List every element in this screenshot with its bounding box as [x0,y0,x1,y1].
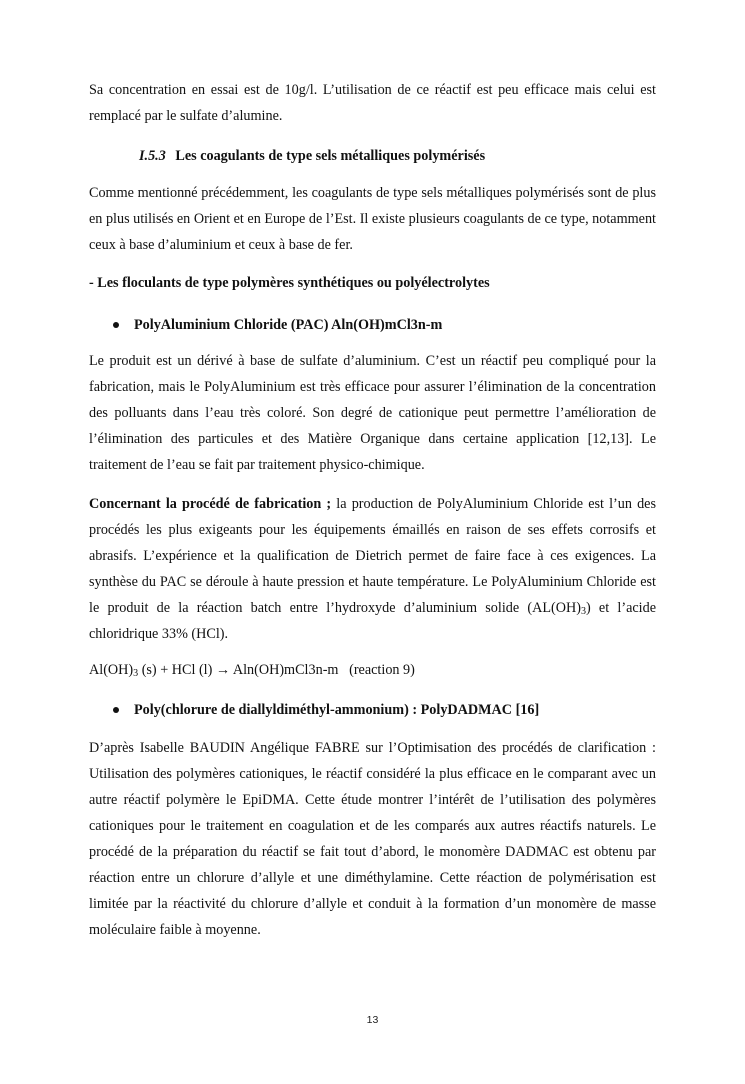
paragraph-coagulants-intro: Comme mentionné précédemment, les coagulants de type sels métalliques polymérisés sont de plus en plus utilisés en Orient et en Europe de l’Est. Il existe plusieurs coagulants de ce type, notamment ceux à base d’aluminium et ceux à base de fer. [89,185,656,253]
subheading-floculants: - Les floculants de type polymères synthétiques ou polyélectrolytes [89,275,490,291]
equation-subscript: 3 [133,668,139,679]
paragraph-pac-description: Le produit est un dérivé à base de sulfate d’aluminium. C’est un réactif peu compliqué pour la fabrication, mais le PolyAluminium est très efficace pour assurer l’élimination de la concentration des polluants dans l’eau très coloré. Son degré de cationique peut permettre l’amélioration de l’élimination des particules et des Matière Organique dans certaine application [12,13]. Le traitement de l’eau se fait par traitement physico-chimique. [89,353,656,473]
fabrication-text: la production de PolyAluminium Chloride est l’un des procédés les plus exigeants pour les équipements émaillés en raison de ses effets corrosifs et abrasifs. L’expérience et la qualification de Dietrich permet de faire face à ces exigences. La synthèse du PAC se déroule à haute pression et haute température. Le PolyAluminium Chloride est le produit de la réaction batch entre l’hydroxyde d’aluminium solide (AL(OH) [89,496,657,616]
section-heading [139,146,485,166]
bullet-polydadmac: Poly(chlorure de diallyldiméthyl-ammonium) : PolyDADMAC [16] [134,702,540,718]
fabrication-lead: Concernant la procédé de fabrication ; [89,496,332,512]
page-number: 13 [366,1014,379,1026]
section-title: Les coagulants de type sels métalliques polymérisés [175,148,486,164]
equation-reactant: Al(OH) [89,662,134,678]
paragraph-fabrication [89,491,656,647]
bullet-pac: PolyAluminium Chloride (PAC) Aln(OH)mCl3n-m [134,317,443,333]
bullet-dot-icon [113,322,119,328]
fabrication-text-end: ) et l’acide chloridrique 33% (HCl). [89,600,656,642]
equation-rest: (s) + HCl (l) → Aln(OH)mCl3n-m (reaction 9) [138,662,415,678]
reaction-equation [89,660,415,680]
paragraph-concentration: Sa concentration en essai est de 10g/l. L’utilisation de ce réactif est peu efficace mais celui est remplacé par le sulfate d’alumine. [89,82,656,124]
section-number: I.5.3 [139,148,166,164]
paragraph-polydadmac: D’après Isabelle BAUDIN Angélique FABRE sur l’Optimisation des procédés de clarification : Utilisation des polymères cationiques, le réactif considéré la plus efficace en le comparant avec un autre réactif polymère le EpiDMA. Cette étude montrer l’intérêt de l’utilisation des polymères cationiques pour le traitement en coagulation et de les comparés aux autres réactifs naturels. Le procédé de la préparation du réactif se fait tout d’abord, le monomère DADMAC est obtenu par réaction entre un chlorure d’allyle et une diméthylamine. Cette réaction de polymérisation est limitée par la réactivité du chlorure d’allyle et conduit à la formation d’un monomère de masse moléculaire faible à moyenne. [89,740,656,938]
fabrication-subscript: 3 [580,606,586,617]
bullet-dot-icon [113,707,119,713]
